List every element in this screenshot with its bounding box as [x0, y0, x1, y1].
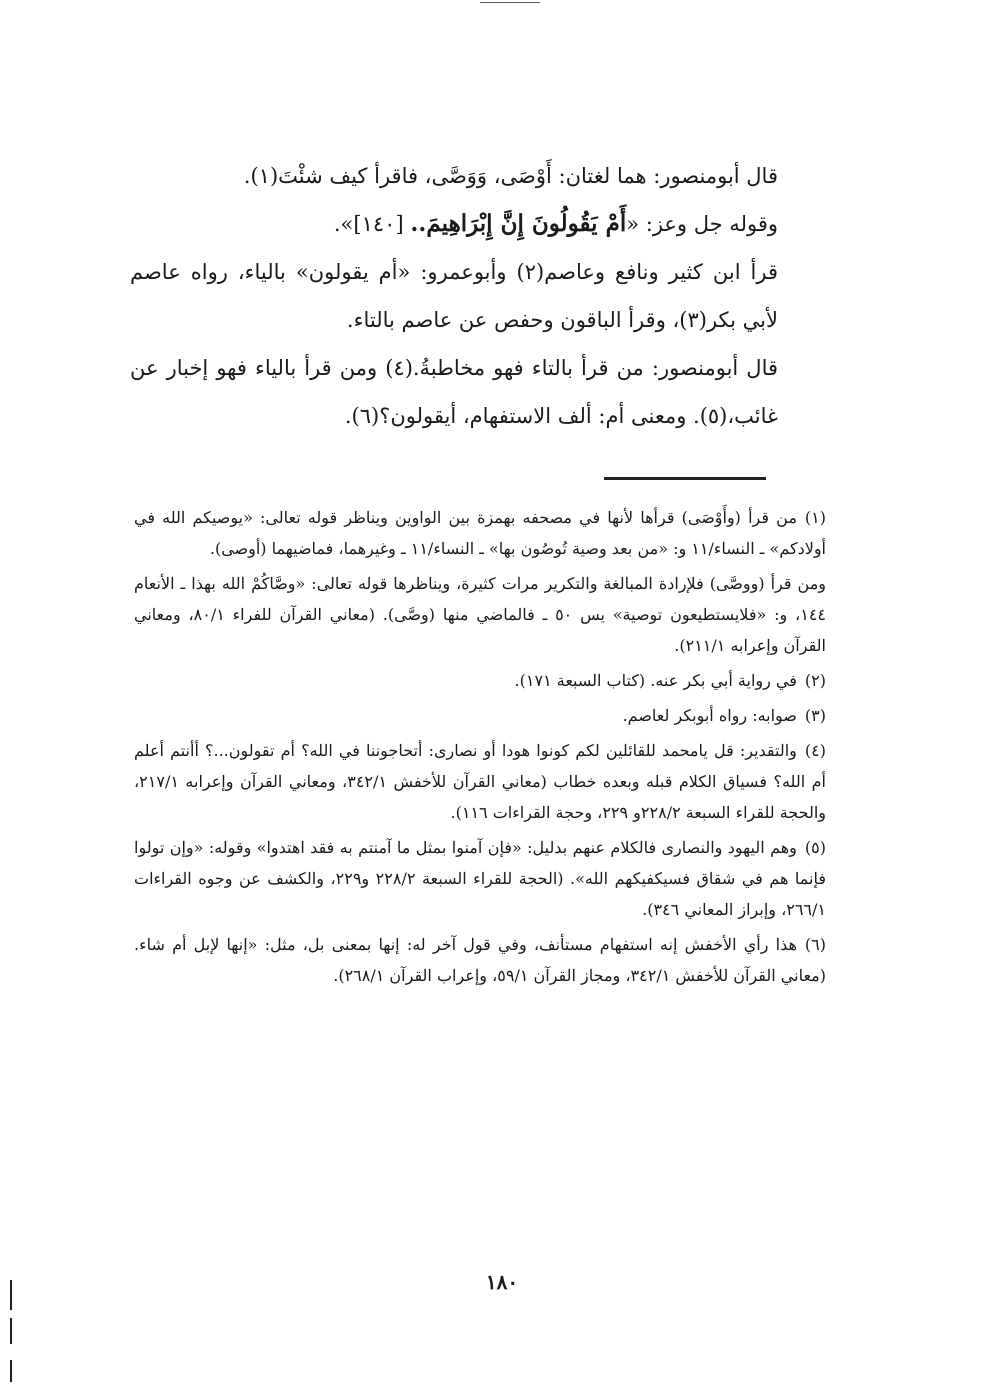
footnote-number: (٤) [804, 741, 826, 760]
footnote-6 [134, 929, 826, 991]
footnote-number: (٥) [804, 838, 826, 857]
footnote-2 [134, 665, 826, 696]
footnote-text: من قرأ (وأَوْصَى) قرأها لأنها في مصحفه بهمزة بين الواوين ويناظر قوله تعالى: «يوصيكم الله في أولادكم» ـ النساء/١١ و: «من بعد وصية تُوصُون بها» ـ النساء/١١ ـ وغيرهما، فماضيهما (أوصى). [134, 508, 826, 558]
footnote-separator [604, 477, 766, 480]
footnote-text: ومن قرأ (ووصَّى) فلإرادة المبالغة والتكرير مرات كثيرة، ويناظرها قوله تعالى: «وصَّاكُمْ الله بهذا ـ الأنعام ١٤٤، و: «فلايستطيعون توصية» يس ٥٠ ـ فالماضي منها (وصَّى). (معاني القرآن للفراء ٨٠/١، ومعاني القرآن وإعرابه ٢١١/١). [134, 574, 826, 655]
quran-intro: وقوله جل وعز: « [626, 212, 778, 236]
main-paragraph-4: قال أبومنصور: من قرأ بالتاء فهو مخاطبةُ.(٤) ومن قرأ بالياء فهو إخبار عن غائب،(٥). ومعنى أم: ألف الاستفهام، أيقولون؟(٦). [130, 356, 779, 428]
page-number: ١٨٠ [485, 1270, 519, 1294]
footnote-text: هذا رأي الأخفش إنه استفهام مستأنف، وفي قول آخر له: إنها بمعنى بل، مثل: «إنها لإبل أم شاء. (معاني القرآن للأخفش ٣٤٢/١، ومجاز القرآن ٥٩/١، وإعراب القرآن ٢٦٨/١). [134, 935, 826, 985]
verse-reference: [١٤٠]». [333, 212, 411, 236]
footnote-number: (٢) [804, 671, 826, 690]
quran-verse: أَمْ يَقُولُونَ إِنَّ إِبْرَاهِيمَ.. [410, 210, 627, 237]
main-paragraph-3: قرأ ابن كثير ونافع وعاصم(٢) وأبوعمرو: «أم يقولون» بالياء، رواه عاصم لأبي بكر(٣)، وقرأ الباقون وحفص عن عاصم بالتاء. [130, 260, 778, 332]
main-paragraph-2 [130, 200, 778, 248]
footnote-text: والتقدير: قل يامحمد للقائلين لكم كونوا هودا أو نصارى: أتحاجوننا في الله؟ أم تقولون...؟ أأنتم أعلم أم الله؟ فسياق الكلام قبله وبعده خطاب (معاني القرآن للأخفش ٣٤٢/١، ومعاني القرآن وإعرابه ٢١٧/١، والحجة للقراء السبعة ٢٢٨/٢و ٢٢٩، وحجة القراءات ١١٦). [134, 741, 827, 822]
footnote-text: صوابه: رواه أبوبكر لعاصم. [622, 706, 797, 725]
footnote-5 [134, 832, 826, 925]
scan-edge-mark [10, 1360, 12, 1382]
main-paragraph-1: قال أبومنصور: هما لغتان: أَوْصَى، وَوَصَّى، فاقرأ كيف شئْتَ(١). [243, 164, 778, 188]
footnote-1 [134, 502, 826, 564]
scan-edge-mark [10, 1280, 12, 1310]
footnote-number: (١) [804, 508, 826, 527]
footnote-number: (٦) [804, 935, 826, 954]
footnote-3 [134, 700, 826, 731]
top-rule [480, 2, 540, 3]
footnote-text: وهم اليهود والنصارى فالكلام عنهم بدليل: «فإن آمنوا بمثل ما آمنتم به فقد اهتدوا» وقوله: «وإن تولوا فإنما هم في شقاق فسيكفيكهم الله». (الحجة للقراء السبعة ٢٢٨/٢ و٢٢٩، والكشف عن وجوه القراءات ٢٦٦/١، وإبراز المعاني ٣٤٦). [134, 838, 827, 919]
footnote-1-continued [134, 568, 826, 661]
footnotes [134, 502, 826, 995]
footnote-4 [134, 735, 826, 828]
footnote-number: (٣) [804, 706, 826, 725]
footnote-text: في رواية أبي بكر عنه. (كتاب السبعة ١٧١). [514, 671, 797, 690]
main-text [130, 152, 778, 440]
scan-edge-mark [10, 1318, 12, 1344]
